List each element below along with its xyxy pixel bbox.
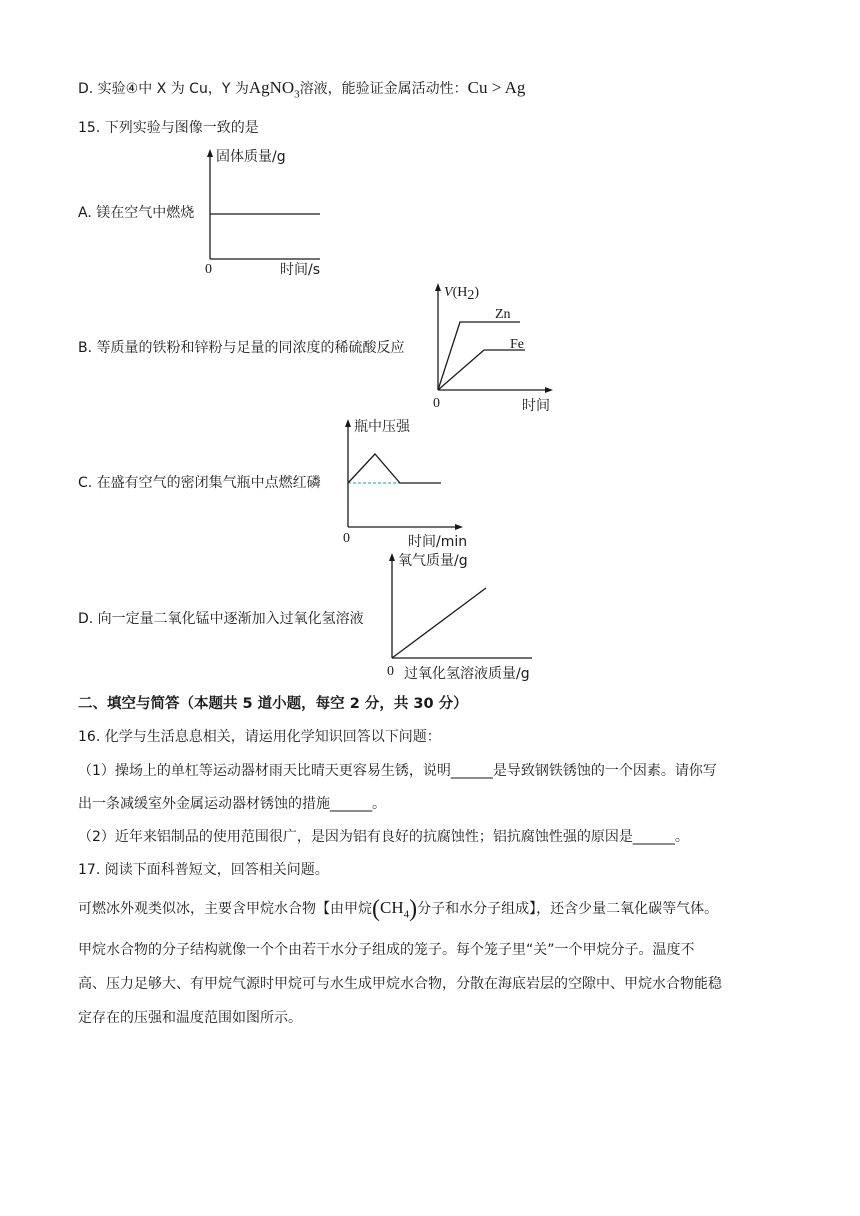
graph-c-origin: 0 (343, 531, 350, 546)
graph-b-zn-label: Zn (495, 307, 511, 322)
ch4-formula: $CH_4$ (380, 898, 410, 921)
graph-b-x-label: 时间 (522, 398, 550, 414)
q17-paragraph-2-line1: 甲烷水合物的分子结构就像一个个由若干水分子组成的笼子。每个笼子里“关”一个甲烷分子。温度不 (78, 942, 695, 958)
activity-relation: Cu > Ag (467, 78, 526, 97)
graph-c-y-arrow (345, 419, 351, 427)
graph-d-curve (392, 588, 486, 658)
q14-option-d (78, 78, 525, 104)
graph-b-y-label: V(H2) (444, 285, 480, 303)
q15-option-c-label: C. 在盛有空气的密闭集气瓶中点燃红磷 (78, 475, 321, 491)
section-2-heading: 二、填空与简答（本题共 5 道小题，每空 2 分，共 30 分） (78, 696, 468, 712)
q17-paragraph-2-line3: 定存在的压强和温度范围如图所示。 (78, 1010, 302, 1026)
q17-stem: 17. 阅读下面科普短文，回答相关问题。 (78, 862, 329, 878)
q16-part1-line1: （1）操场上的单杠等运动器材雨天比晴天更容易生锈，说明______是导致钢铁锈蚀的一个因素。请你写 (78, 763, 717, 779)
q15-option-a-graph (200, 144, 340, 279)
q15-option-d-label: D. 向一定量二氧化锰中逐渐加入过氧化氢溶液 (78, 611, 364, 627)
q14-option-d-suffix: 溶液，能验证金属活动性： (299, 81, 468, 97)
q17-paragraph-1: 可燃冰外观类似冰，主要含甲烷水合物【由甲烷$(CH_4)$分子和水分子组成】，还含少量二氧化碳等气体。 (78, 898, 718, 924)
graph-d-origin: 0 (387, 664, 394, 679)
graph-c-x-arrow (455, 524, 463, 530)
graph-b-origin: 0 (433, 396, 440, 411)
q14-option-d-prefix: D. 实验④中 X 为 Cu，Y 为 (78, 81, 249, 97)
graph-a-x-label: 时间/s (280, 262, 321, 278)
q17-paragraph-2-line2: 高、压力足够大、有甲烷气源时甲烷可与水生成甲烷水合物，分散在海底岩层的空隙中、甲烷水合物能稳 (78, 976, 722, 992)
q16-part1-line2: 出一条减缓室外金属运动器材锈蚀的措施______。 (78, 796, 386, 812)
graph-c-curve (348, 454, 441, 483)
q15-stem: 15. 下列实验与图像一致的是 (78, 120, 259, 136)
graph-b-y-arrow (435, 283, 441, 291)
graph-d-y-label: 氧气质量/g (398, 553, 468, 569)
agno3-formula: AgNO$_3$ (248, 78, 300, 101)
q15-option-b-graph (428, 280, 563, 415)
graph-b-fe-line (438, 350, 525, 390)
graph-a-origin: 0 (205, 262, 212, 277)
graph-d-y-arrow (389, 553, 395, 561)
q15-option-b-label: B. 等质量的铁粉和锌粉与足量的同浓度的稀硫酸反应 (78, 340, 405, 356)
graph-a-y-arrow (207, 149, 213, 157)
q15-option-c-graph (338, 414, 478, 549)
graph-c-x-label: 时间/min (408, 534, 468, 550)
graph-b-x-arrow (545, 387, 553, 393)
graph-d-x-label: 过氧化氢溶液质量/g (404, 666, 530, 682)
q15-option-a-label: A. 镁在空气中燃烧 (78, 205, 195, 221)
q16-stem: 16. 化学与生活息息相关，请运用化学知识回答以下问题： (78, 729, 441, 745)
graph-b-fe-label: Fe (510, 337, 524, 352)
graph-c-y-label: 瓶中压强 (354, 419, 410, 435)
graph-a-y-label: 固体质量/g (216, 149, 286, 165)
q15-option-d-graph (382, 548, 547, 683)
q16-part2: （2）近年来铝制品的使用范围很广，是因为铝有良好的抗腐蚀性；铝抗腐蚀性强的原因是______。 (78, 829, 689, 845)
